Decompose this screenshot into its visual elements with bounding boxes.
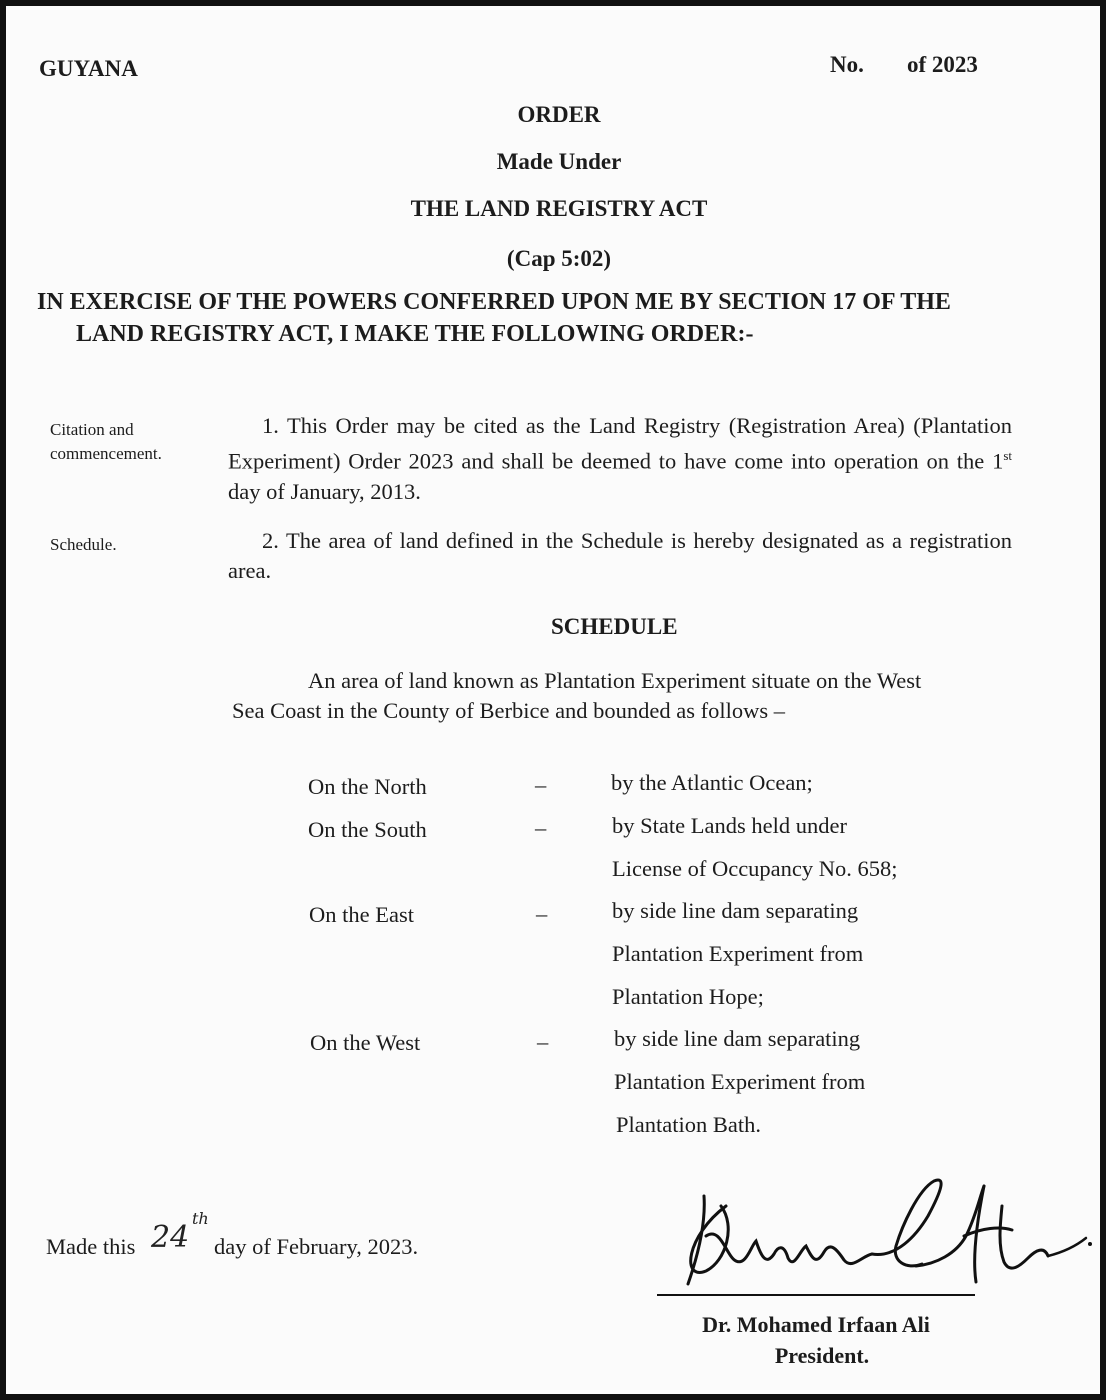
section-1-text: This Order may be cited as the Land Registry (Registration Area) (Plantation Experiment) Order 2023 and shall be deemed to have come into operation on the 1 (228, 413, 1012, 474)
boundary-dash-west: – (537, 1029, 549, 1054)
boundary-side-west: On the West (310, 1030, 421, 1055)
handwritten-day: 24 (151, 1220, 190, 1255)
schedule-intro-line-2: Sea Coast in the County of Berbice and bounded as follows – (232, 698, 786, 723)
schedule-intro-line-1: An area of land known as Plantation Experiment situate on the West (308, 668, 922, 693)
schedule-heading: SCHEDULE (551, 614, 678, 639)
boundary-side-north: On the North (308, 774, 427, 799)
section-1-number: 1. (262, 413, 279, 438)
president-signature (666, 1166, 1106, 1306)
boundary-west-line-1: by side line dam separating (614, 1026, 861, 1051)
order-title: ORDER (517, 102, 601, 127)
boundary-west-line-3: Plantation Bath. (616, 1112, 761, 1137)
signatory-name: Dr. Mohamed Irfaan Ali (702, 1312, 930, 1337)
boundary-east-line-2: Plantation Experiment from (612, 941, 864, 966)
date-rest: day of February, 2023. (214, 1234, 419, 1259)
handwritten-day-suffix: th (192, 1209, 209, 1228)
boundary-north-line-1: by the Atlantic Ocean; (611, 770, 813, 795)
margin-note-citation: Citation and (50, 420, 134, 439)
section-2-paragraph (228, 526, 1012, 586)
boundary-west-line-2: Plantation Experiment from (614, 1069, 866, 1094)
boundary-side-south: On the South (308, 817, 427, 842)
order-year-label: of 2023 (907, 52, 978, 77)
section-2-number: 2. (262, 528, 279, 553)
boundary-dash-east: – (536, 901, 548, 926)
boundary-east-line-1: by side line dam separating (612, 898, 859, 923)
made-this-label: Made this (46, 1234, 136, 1259)
boundary-south-line-1: by State Lands held under (612, 813, 847, 838)
boundary-side-east: On the East (309, 902, 414, 927)
signatory-title: President. (774, 1343, 870, 1368)
order-number-label: No. (830, 52, 864, 77)
boundary-dash-south: – (535, 815, 547, 840)
act-name: THE LAND REGISTRY ACT (410, 196, 708, 221)
enacting-line-2: LAND REGISTRY ACT, I MAKE THE FOLLOWING ORDER:- (76, 321, 754, 347)
boundary-dash-north: – (535, 772, 547, 797)
section-1-superscript: st (1003, 448, 1012, 463)
section-1-paragraph (228, 411, 1012, 507)
margin-note-schedule: Schedule. (50, 535, 117, 554)
margin-note-commencement: commencement. (50, 444, 162, 463)
chapter-reference: (Cap 5:02) (506, 246, 612, 271)
section-1-text-end: day of January, 2013. (228, 478, 421, 504)
made-under: Made Under (496, 149, 622, 174)
signature-line (657, 1294, 975, 1296)
boundary-east-line-3: Plantation Hope; (612, 984, 764, 1009)
boundary-south-line-2: License of Occupancy No. 658; (612, 856, 898, 881)
country-heading: GUYANA (39, 56, 138, 81)
section-2-text: The area of land defined in the Schedule is hereby designated as a registration area. (228, 528, 1013, 583)
enacting-line-1: IN EXERCISE OF THE POWERS CONFERRED UPON ME BY SECTION 17 OF THE (37, 289, 951, 315)
